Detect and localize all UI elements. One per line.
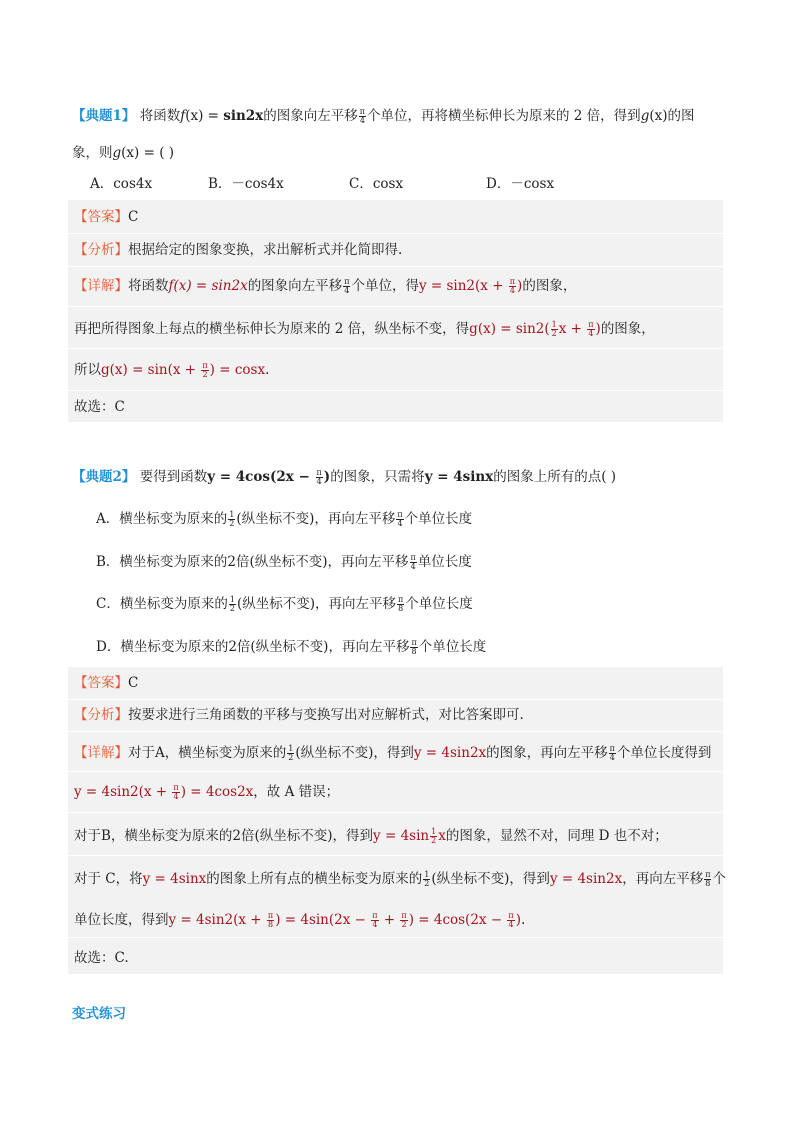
example1-solution-box	[68, 200, 723, 422]
q1-text3: 个单位，再将横坐标伸长为原来的 2 倍，得到	[367, 108, 641, 124]
example2-option-a: A．横坐标变为原来的 $\frac{1}{2}$ (纵坐标不变)，再向左平移 $\frac{\pi}{4}$ 个单位长度	[96, 510, 473, 528]
analysis-text: 根据给定的图象变换，求出解析式并化简即得.	[128, 242, 403, 258]
q1-f: f	[180, 108, 186, 124]
ex2-detail-row4: 对于 C，将y = 4sinx的图象上所有点的横坐标变为原来的 $\frac{1}{2}$ (纵坐标不变)，得到y = 4sin2x，再向左平移 $\frac{\pi}{8}$ 个	[74, 870, 726, 888]
answer-label: 【答案】	[74, 209, 128, 225]
ex1-answer-row	[74, 207, 138, 227]
ex2-detail-row2: y = 4sin2(x + $\frac{\pi}{4}$ ) = 4cos2x，故 A 错误；	[74, 783, 340, 801]
answer-value: C	[128, 209, 139, 225]
ex2-detail-row5: 单位长度，得到y = 4sin2(x + $\frac{\pi}{8}$ ) = 4sin(2x − $\frac{\pi}{4}$ + $\frac{\pi}{2}$ ) = 4cos(2x − $\frac{\pi}{4}$ ).	[74, 911, 526, 929]
ex2-answer-row: 【答案】C	[74, 675, 139, 691]
section-heading: 变式练习	[72, 1006, 126, 1022]
q1-sin2x: sin2x	[223, 108, 264, 124]
detail-label: 【详解】	[74, 278, 128, 294]
example2-question: 【典题2】 要得到函数y = 4cos(2x − $\frac{\pi}{4}$ )的图象，只需将y = 4sinx的图象上所有的点( )	[72, 468, 617, 486]
example1-option-a: A．cos4x	[90, 176, 153, 192]
example1-question-line1	[72, 106, 695, 126]
q1-garg: (x)	[649, 108, 668, 124]
example2-option-d: D．横坐标变为原来的2倍(纵坐标不变)，再向左平移 $\frac{\pi}{8}$ 个单位长度	[96, 638, 487, 656]
q1-fraction: $\frac{\pi}{4}$	[359, 107, 366, 125]
ex1-detail-row3: 所以g(x) = sin(x + $\frac{\pi}{2}$ ) = cosx.	[74, 361, 270, 379]
ex2-detail-row1: 【详解】对于A，横坐标变为原来的 $\frac{1}{2}$ (纵坐标不变)，得到y = 4sin2x的图象，再向左平移 $\frac{\pi}{4}$ 个单位长度得到	[74, 744, 712, 762]
q1-g: g	[640, 108, 650, 124]
ex1-choose-row: 故选：C	[74, 399, 125, 415]
ex2-choose-row: 故选：C.	[74, 950, 129, 966]
ex2-analysis-row: 【分析】按要求进行三角函数的平移与变换写出对应解析式，对比答案即可.	[74, 707, 524, 723]
q2-text2: (x) = ( )	[121, 145, 175, 161]
ex2-detail-row3: 对于B，横坐标变为原来的2倍(纵坐标不变)，得到y = 4sin $\frac{1}{2}$ x的图象，显然不对，同理 D 也不对；	[74, 827, 668, 845]
q2-g: g	[112, 145, 122, 161]
example1-option-b: B．－cos4x	[208, 176, 284, 192]
q1-arg: (x) =	[185, 108, 224, 124]
analysis-label: 【分析】	[74, 242, 128, 258]
example1-question-line2	[72, 143, 174, 163]
ex1-detail-row2: 再把所得图象上每点的横坐标伸长为原来的 2 倍，纵坐标不变，得g(x) = sin2( $\frac{1}{2}$ x + $\frac{\pi}{4}$ )的图象，	[74, 320, 655, 338]
example1-option-c: C．cosx	[349, 176, 404, 192]
example1-tag: 【典题1】	[72, 108, 136, 124]
example2-tag: 【典题2】	[72, 469, 136, 485]
q1-text: 将函数	[139, 108, 181, 124]
example2-option-b: B．横坐标变为原来的2倍(纵坐标不变)，再向左平移 $\frac{\pi}{4}$ 单位长度	[96, 553, 472, 571]
q1-text4: 的图	[667, 108, 695, 124]
q2-text: 象，则	[72, 145, 113, 161]
q1-text2: 的图象向左平移	[263, 108, 358, 124]
example2-solution-box	[68, 667, 726, 974]
example1-option-d: D．－cosx	[486, 176, 555, 192]
ex1-analysis-row	[74, 240, 402, 260]
ex1-detail-row1: 【详解】将函数f(x) = sin2x的图象向左平移 $\frac{\pi}{4}$ 个单位，得y = sin2(x + $\frac{\pi}{4}$ )的图象，	[74, 277, 577, 295]
example2-option-c: C．横坐标变为原来的 $\frac{1}{2}$ (纵坐标不变)，再向左平移 $\frac{\pi}{8}$ 个单位长度	[96, 595, 473, 613]
